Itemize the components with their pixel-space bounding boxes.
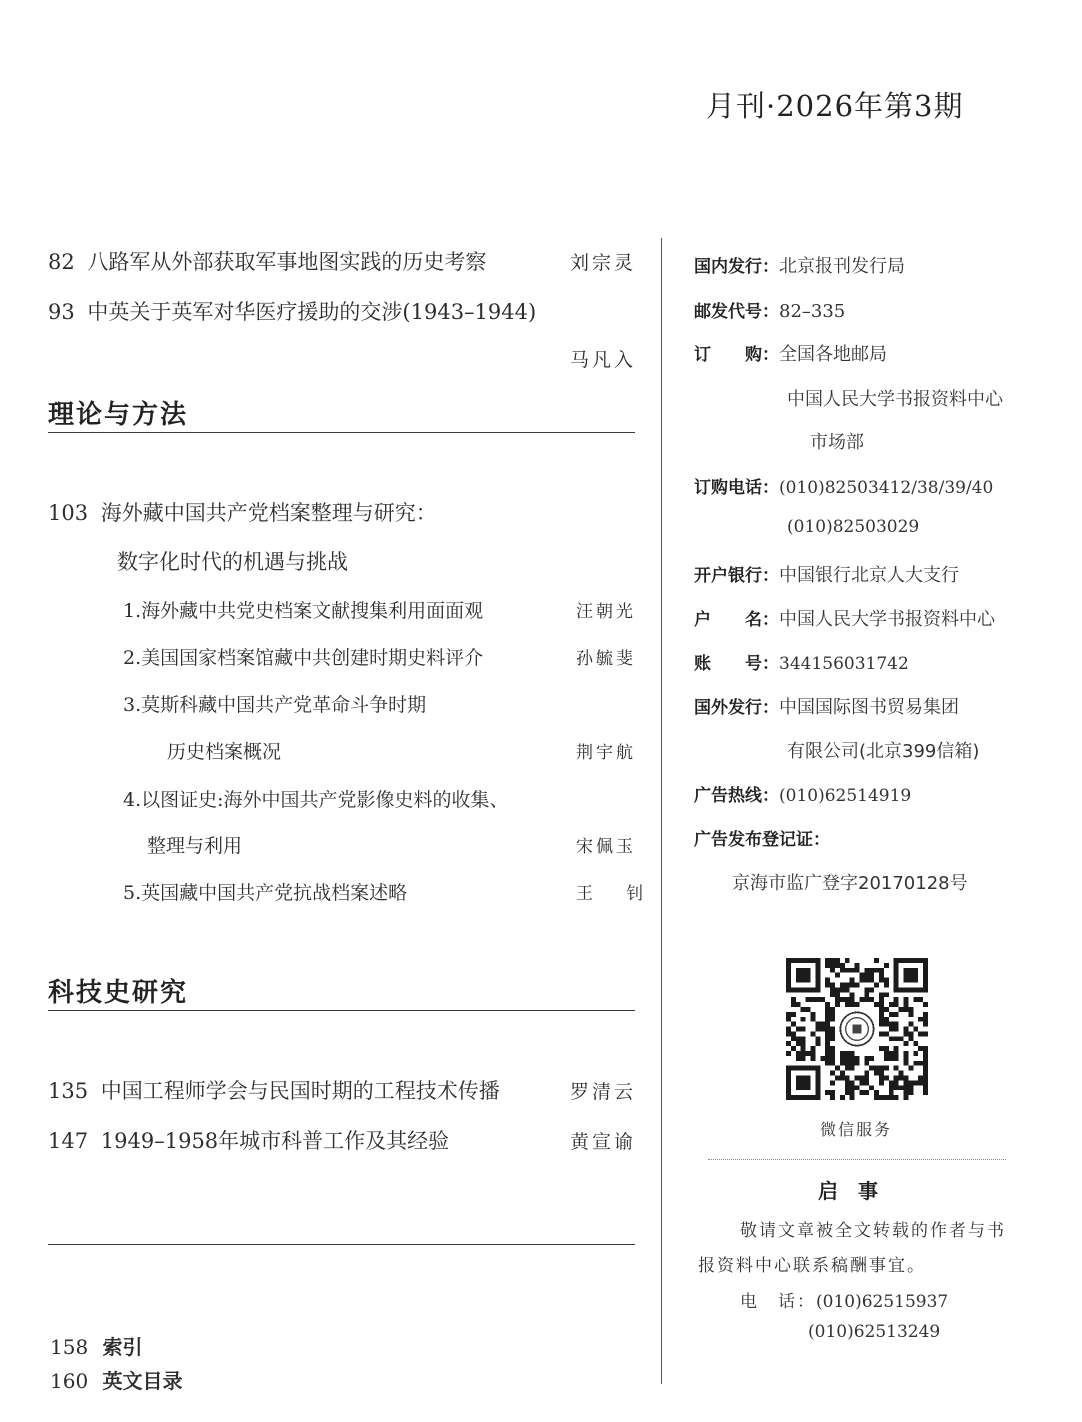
toc-entry[interactable] [48, 1075, 500, 1105]
article-title: 中国工程师学会与民国时期的工程技术传播 [100, 1079, 500, 1103]
toc-entry[interactable] [50, 1331, 143, 1360]
sub-article-title[interactable]: 1.海外藏中共党史档案文献搜集利用面面观 [123, 600, 484, 622]
info-domestic [694, 252, 905, 278]
info-value: 中国银行北京人大支行 [779, 565, 959, 586]
article-title: 中英关于英军对华医疗援助的交涉(1943–1944) [87, 300, 537, 324]
info-value: 82–335 [779, 301, 846, 322]
toc-entry[interactable] [48, 296, 536, 326]
info-account-name [694, 605, 995, 631]
notice-phone-value: (010)62515937 [816, 1292, 949, 1312]
info-order-phone [694, 473, 993, 498]
page-number: 160 [50, 1369, 89, 1393]
info-label: 开户银行： [694, 566, 779, 586]
qr-caption: 微信服务 [820, 1120, 893, 1139]
article-title: 1949–1958年城市科普工作及其经验 [100, 1129, 450, 1153]
info-label: 订购电话： [694, 478, 779, 498]
info-value: 京海市监广登字20170128号 [732, 873, 968, 894]
article-title: 海外藏中国共产党档案整理与研究： [100, 501, 437, 525]
article-title: 英文目录 [102, 1369, 183, 1393]
info-label: 邮发代号： [694, 302, 779, 322]
article-author: 马凡入 [570, 349, 637, 371]
article-author: 宋佩玉 [576, 837, 636, 857]
page-number: 103 [48, 501, 89, 525]
page-number: 82 [48, 250, 75, 274]
info-value: 北京报刊发行局 [779, 256, 905, 277]
article-author: 王 钊 [576, 884, 658, 904]
page-number: 158 [50, 1335, 89, 1359]
info-value: (010)82503412/38/39/40 [779, 478, 994, 498]
article-author: 黄宣谕 [570, 1131, 637, 1153]
info-bank [694, 561, 959, 587]
info-value: 市场部 [810, 432, 864, 453]
sub-article-title[interactable]: 4.以图证史:海外中国共产党影像史料的收集、 [123, 789, 509, 811]
info-value: 全国各地邮局 [779, 344, 887, 365]
info-label: 广告发布登记证： [694, 830, 830, 850]
info-value: 344156031742 [779, 654, 909, 674]
info-ad-phone [694, 781, 911, 806]
issue-header: 月刊·2026年第3期 [706, 89, 964, 123]
notice-title: 启事 [818, 1179, 898, 1203]
article-author: 荆宇航 [576, 743, 636, 763]
notice-divider [708, 1159, 1006, 1160]
section-divider [48, 432, 635, 433]
wechat-qr-code [786, 958, 928, 1100]
info-label: 户 名： [694, 610, 779, 630]
sub-article-title[interactable]: 3.莫斯科藏中国共产党革命斗争时期 [123, 694, 427, 716]
section-divider [48, 1010, 635, 1011]
info-value: (010)62514919 [779, 786, 912, 806]
article-title: 八路军从外部获取军事地图实践的历史考察 [87, 250, 487, 274]
sub-article-title[interactable]: 2.美国国家档案馆藏中共创建时期史料评介 [123, 647, 484, 669]
article-title-continued: 数字化时代的机遇与挑战 [117, 550, 348, 574]
info-account-no [694, 649, 909, 674]
info-label: 国外发行： [694, 698, 779, 718]
info-label: 订 购： [694, 345, 779, 365]
section-title: 理论与方法 [48, 400, 189, 430]
notice-phone [740, 1287, 948, 1312]
info-value: 中国人民大学书报资料中心 [779, 609, 995, 630]
article-author: 汪朝光 [576, 602, 636, 622]
info-ad-registration [694, 825, 830, 850]
notice-phone-label: 电 话： [740, 1292, 816, 1312]
info-value: (010)82503029 [787, 517, 920, 537]
notice-phone-value: (010)62513249 [808, 1322, 941, 1342]
section-divider [48, 1244, 635, 1245]
info-postal [694, 297, 845, 322]
article-title: 索引 [102, 1335, 143, 1359]
page-number: 147 [48, 1129, 89, 1153]
toc-entry[interactable] [48, 1125, 449, 1155]
notice-text: 报资料中心联系稿酬事宜。 [698, 1256, 926, 1276]
toc-entry[interactable] [48, 246, 486, 276]
article-author: 罗清云 [570, 1081, 637, 1103]
page-number: 135 [48, 1079, 89, 1103]
sub-article-title-continued: 整理与利用 [147, 835, 243, 857]
column-divider [661, 238, 662, 1384]
toc-entry[interactable] [48, 497, 437, 527]
sub-article-title[interactable]: 5.英国藏中国共产党抗战档案述略 [123, 882, 408, 904]
sub-article-title-continued: 历史档案概况 [167, 741, 282, 763]
article-author: 刘宗灵 [570, 252, 637, 274]
section-title: 科技史研究 [48, 978, 189, 1008]
info-order [694, 340, 887, 366]
info-label: 广告热线： [694, 786, 779, 806]
toc-entry[interactable] [50, 1365, 183, 1394]
info-label: 账 号： [694, 654, 779, 674]
info-overseas [694, 693, 959, 719]
page-number: 93 [48, 300, 75, 324]
info-value: 中国人民大学书报资料中心 [787, 389, 1003, 410]
info-value: 有限公司(北京399信箱) [787, 741, 980, 762]
info-value: 中国国际图书贸易集团 [779, 697, 959, 718]
info-label: 国内发行： [694, 257, 779, 277]
article-author: 孙毓斐 [576, 649, 636, 669]
notice-text: 敬请文章被全文转载的作者与书 [740, 1221, 1006, 1241]
